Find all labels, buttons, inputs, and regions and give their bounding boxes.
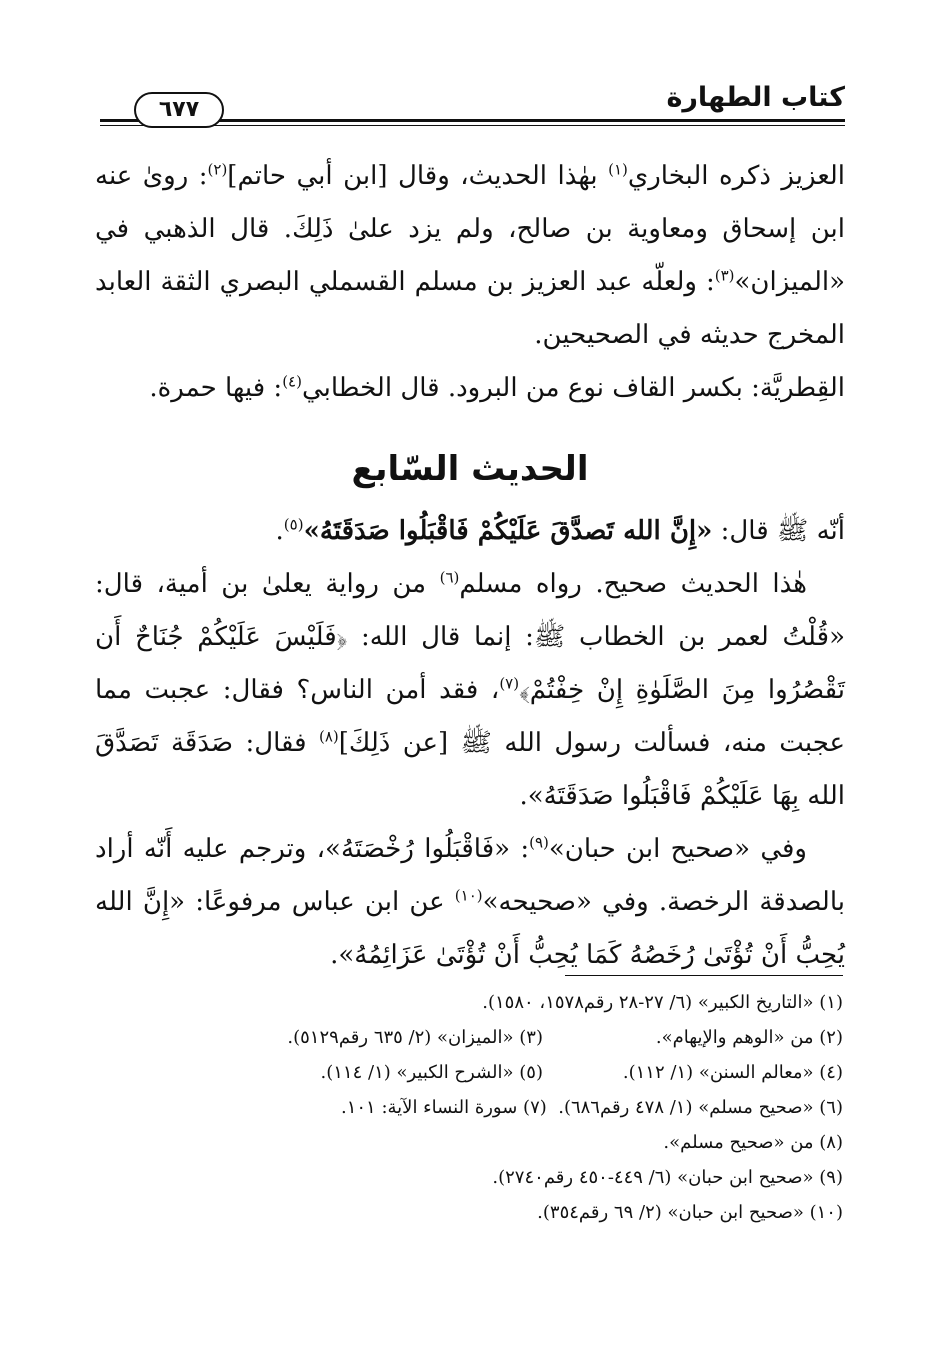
section-heading: الحديث السّابع [351, 449, 589, 489]
text-run: العزيز ذكره البخاري [627, 161, 846, 191]
footnote-10: (١٠) «صحيح ابن حبان» (٢/ ٦٩ رقم٣٥٤). [537, 1202, 843, 1223]
text-run: هٰذا الحديث صحيح. رواه مسلم [459, 569, 808, 599]
footnote-separator [565, 975, 843, 976]
footnote-ref: (٧) [499, 674, 520, 693]
paragraph-qitriyya [95, 362, 845, 415]
footnote-line [95, 1020, 843, 1055]
footnote-line [95, 1160, 843, 1195]
text-run: عن ابن عباس مرفوعًا: «إِنَّ الله يُحِبُّ أَنْ تُؤْتَىٰ رُخَصُهُ كَمَا يُحِبُّ أَنْ تُؤْتَىٰ عَزَائِمُهُ». [95, 887, 845, 970]
footnote-3: (٣) «الميزان» (٢/ ٦٣٥ رقم٥١٢٩). [287, 1027, 543, 1048]
footnote-ref: (٢) [207, 160, 228, 179]
hadith-quote: «إِنَّ الله تَصدَّقَ عَلَيْكُمْ فَاقْبَلُوا صَدَقَتَهُ» [303, 516, 713, 546]
footnote-line [95, 1055, 843, 1090]
footnote-7: (٧) سورة النساء الآية: ١٠١. [340, 1097, 547, 1118]
footnote-line [95, 1090, 843, 1125]
running-header [100, 78, 845, 130]
footnotes [95, 985, 843, 1230]
text-run: : فيها حمرة. [149, 373, 283, 403]
footnote-9: (٩) «صحيح ابن حبان» (٦/ ٤٤٩-٤٥٠ رقم٢٧٤٠). [492, 1167, 843, 1188]
paragraph-narrators [95, 150, 845, 362]
footnote-line [95, 1195, 843, 1230]
text-run: ، فقد أمن الناس؟ فقال: عجبت مما عجبت منه، فسألت رسول الله ﷺ [عن ذَلِكَ] [95, 675, 845, 758]
footnote-6: (٦) «صحيح مسلم» (١/ ٤٧٨ رقم٦٨٦). [558, 1097, 843, 1118]
text-run: . [275, 516, 284, 546]
footnote-ref: (١) [608, 160, 628, 179]
book-title: كتاب الطهارة [666, 82, 845, 113]
hadith-text [95, 505, 845, 558]
text-run: القِطريَّة: بكسر القاف نوع من البرود. قال الخطابي [301, 373, 845, 403]
footnote-ref: (٨) [319, 727, 339, 746]
text-run: فقال: صَدَقَة تَصَدَّقَ الله بِهَا عَلَيْكُمْ فَاقْبَلُوا صَدَقَتَهُ». [95, 728, 845, 811]
footnote-ref: (١٠) [454, 886, 483, 905]
text-run: من رواية يعلىٰ بن أمية، قال: «قُلْتُ لعمر بن الخطاب ﷺ: إنما قال الله: ﴿فَلَيْسَ عَلَيْكُمْ جُنَاحٌ أَن تَقْصُرُوا مِنَ الصَّلَوٰةِ إِنْ خِفْتُمْ﴾ [95, 569, 845, 705]
footnote-ref: (٥) [283, 515, 304, 534]
text-run: وفي «صحيح ابن حبان» [548, 834, 807, 864]
footnote-ref: (٩) [529, 833, 549, 852]
main-text [95, 150, 845, 982]
footnote-4: (٤) «معالم السنن» (١/ ١١٢). [622, 1062, 843, 1083]
text-run: : «فَاقْبَلُوا رُخْصَتَهُ»، وترجم عليه أَنّه أراد بالصدقة الرخصة. وفي «صحيحه» [95, 834, 845, 917]
footnote-ref: (٣) [714, 266, 735, 285]
footnote-8: (٨) من «صحيح مسلم». [663, 1132, 843, 1153]
footnote-line [95, 1125, 843, 1160]
footnote-1: (١) «التاريخ الكبير» (٦/ ٢٧-٢٨ رقم١٥٧٨، ١٥٨٠). [482, 992, 843, 1013]
text-run: : رویٰ عنه ابن إسحاق ومعاوية بن صالح، ولم يزد علىٰ ذَلِكَ. قال الذهبي في «الميزان» [95, 161, 845, 297]
page-number: ٦٧٧ [134, 92, 224, 128]
paragraph-ibn-hibban [95, 823, 845, 982]
footnote-5: (٥) «الشرح الكبير» (١/ ١١٤). [320, 1062, 543, 1083]
text-run: بهٰذا الحديث، وقال [ابن أبي حاتم] [227, 161, 609, 191]
text-run: : ولعلّه عبد العزيز بن مسلم القسملي البصري الثقة العابد المخرج حديثه في الصحيحين. [95, 267, 845, 350]
footnote-line [95, 985, 843, 1020]
footnote-ref: (٦) [439, 568, 460, 587]
footnote-ref: (٤) [282, 372, 302, 391]
footnote-2: (٢) من «الوهم والإيهام». [655, 1027, 843, 1048]
paragraph-muslim [95, 558, 845, 823]
text-run: أنّه ﷺ قال: [712, 516, 845, 546]
